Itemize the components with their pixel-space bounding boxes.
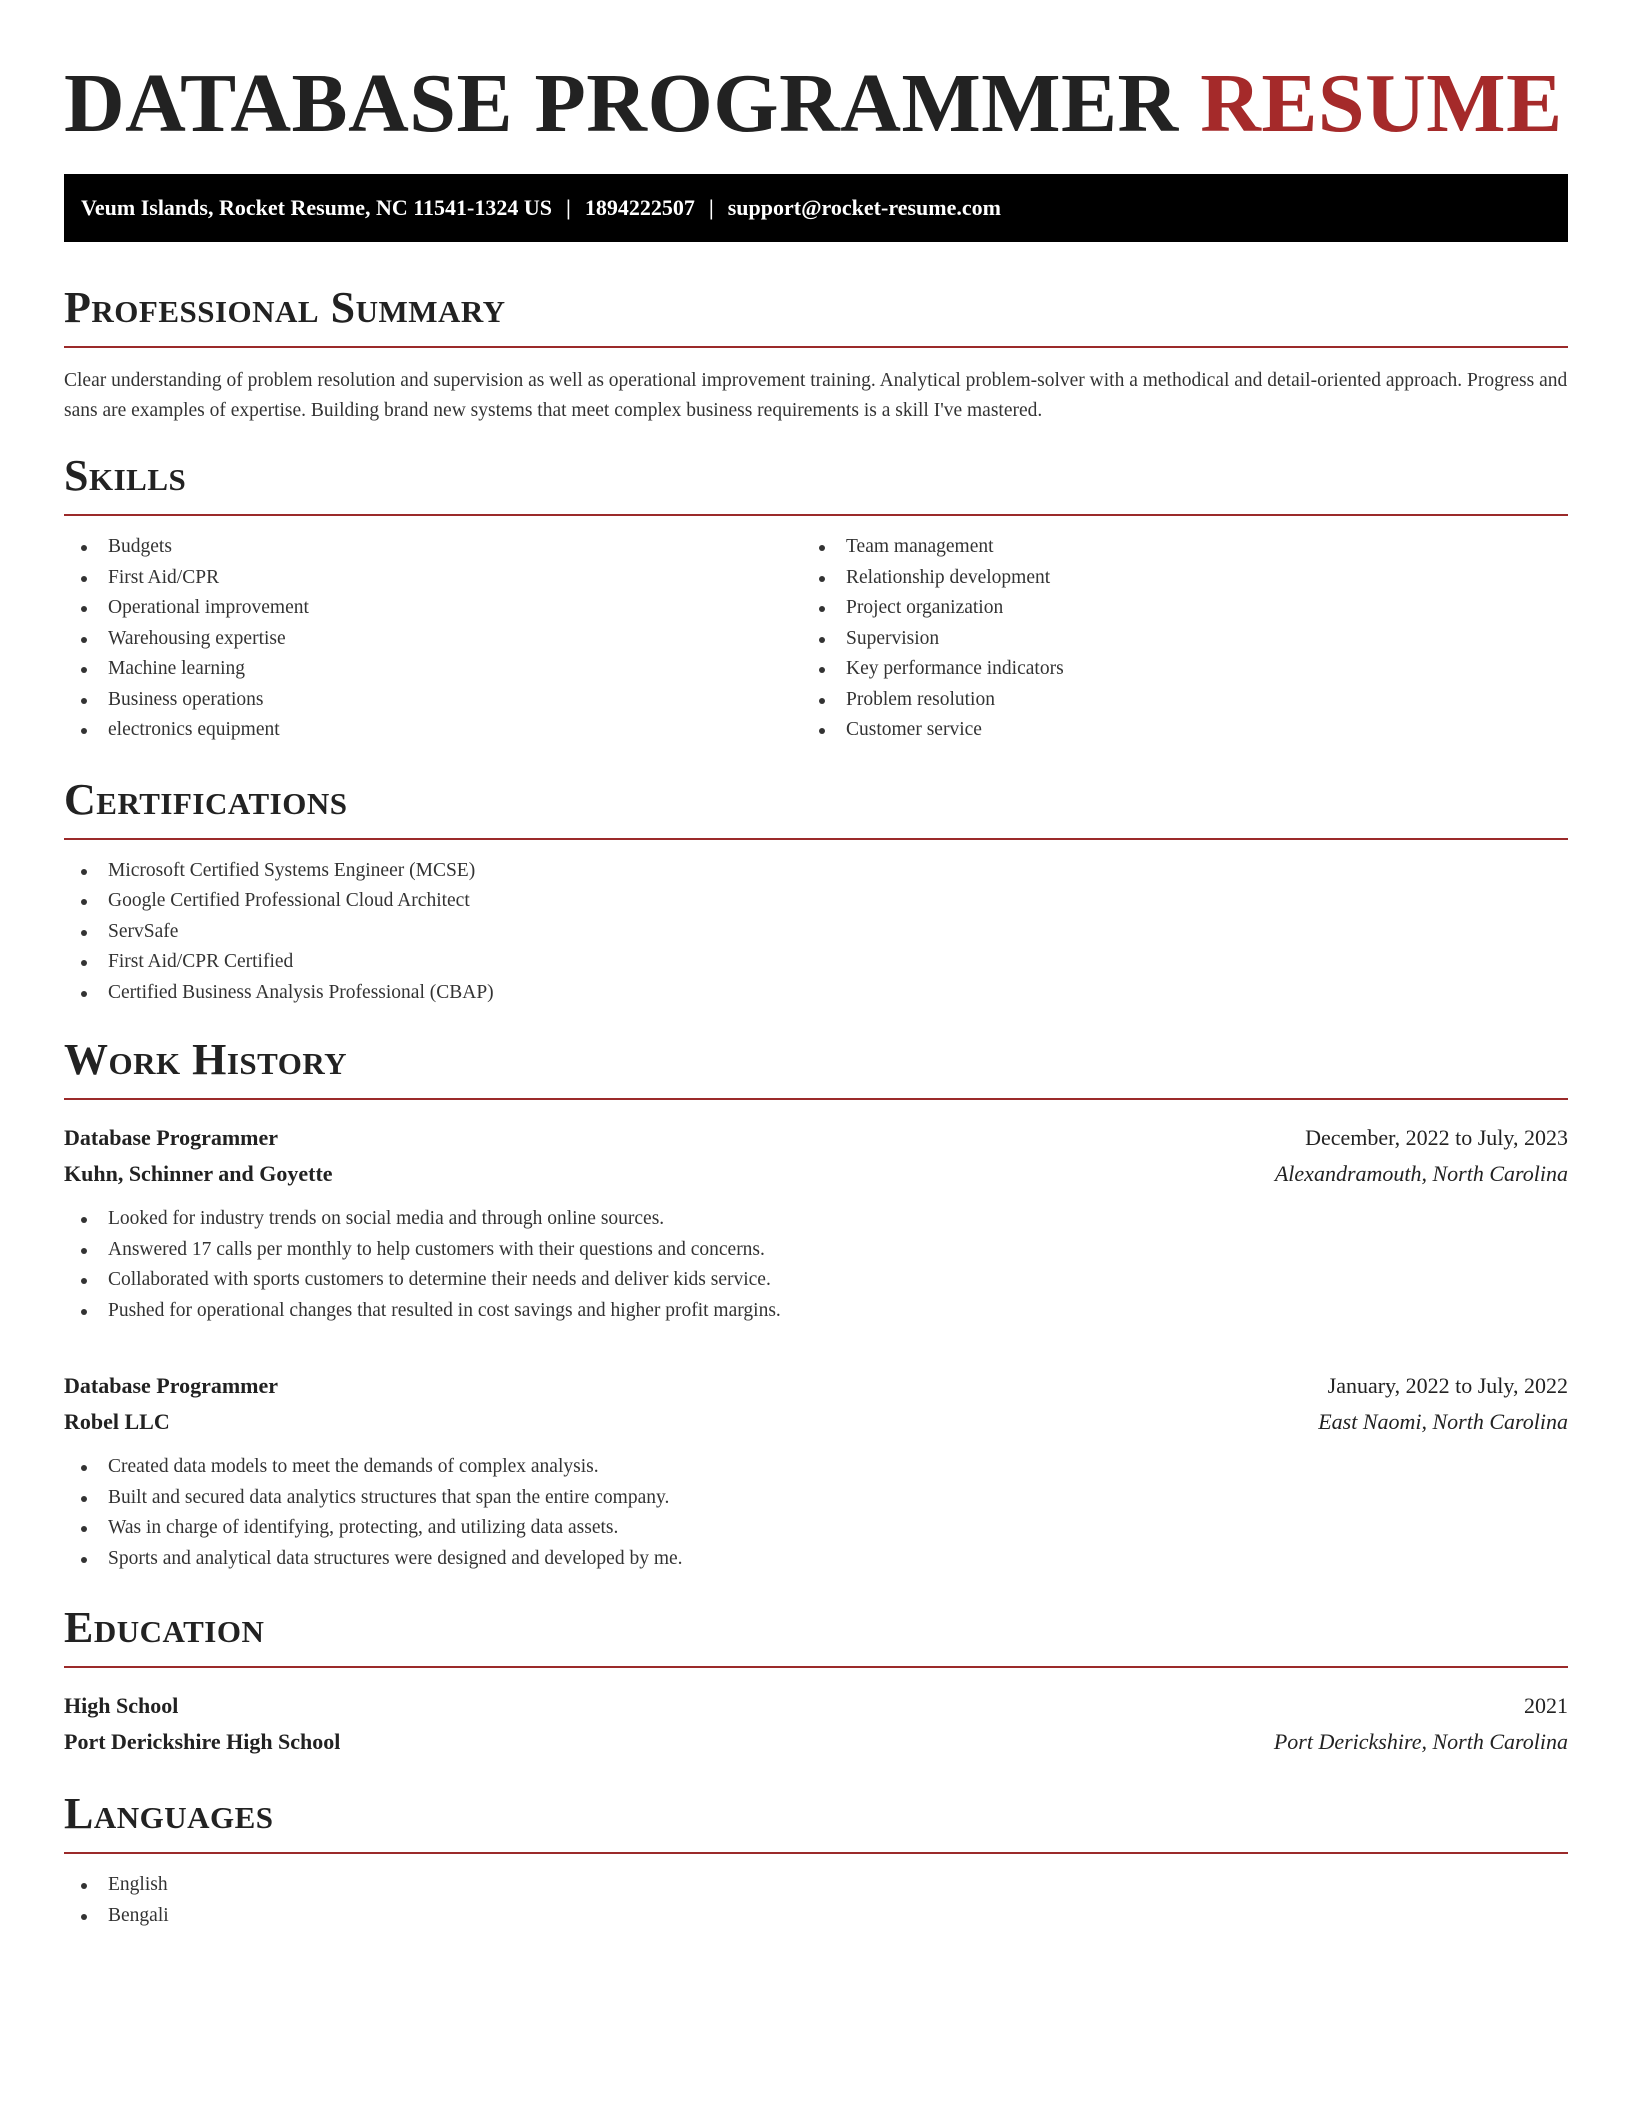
languages-list [64,1870,1568,1931]
certifications-section [64,776,1568,1009]
section-divider [64,838,1568,840]
job-duties-list [64,1452,1568,1574]
job-duty-item: Pushed for operational changes that resulted in cost savings and higher profit margins. [64,1296,1568,1327]
job-duty-item: Answered 17 calls per monthly to help customers with their questions and concerns. [64,1235,1568,1266]
job-duty-item: Created data models to meet the demands of complex analysis. [64,1452,1568,1483]
job-dates: December, 2022 to July, 2023 [1305,1125,1568,1150]
contact-email: support@rocket-resume.com [727,195,1001,220]
resume-title [64,56,1568,152]
job-title: Database Programmer [64,1373,279,1398]
section-heading-certifications: Certifications [64,774,348,824]
skills-grid [64,532,1568,746]
job-entry [64,1368,1568,1574]
skill-item: Business operations [64,685,802,716]
title-accent: RESUME [1200,57,1563,150]
skill-item: Operational improvement [64,593,802,624]
job-duty-item: Looked for industry trends on social media and through online sources. [64,1204,1568,1235]
skills-list-right [802,532,1540,746]
contact-separator: | [708,195,714,220]
skill-item: Project organization [802,593,1540,624]
job-duties-list [64,1204,1568,1326]
section-divider [64,346,1568,348]
section-heading-skills: Skills [64,451,187,500]
job-location: East Naomi, North Carolina [1318,1409,1568,1434]
education-school-row [64,1724,1568,1760]
skills-section [64,452,1568,746]
section-heading-work-history: Work History [64,1035,348,1084]
job-company-row [64,1156,1568,1192]
certifications-list [64,856,1568,1009]
education-degree-row [64,1688,1568,1724]
skill-item: Problem resolution [802,685,1540,716]
section-divider [64,1852,1568,1854]
certification-item: First Aid/CPR Certified [64,947,1568,978]
section-divider [64,1098,1568,1100]
job-duty-item: Built and secured data analytics structures that span the entire company. [64,1483,1568,1514]
certification-item: Microsoft Certified Systems Engineer (MCSE) [64,856,1568,887]
section-heading-summary: Professional Summary [64,283,506,332]
skills-list-left [64,532,802,746]
contact-bar [64,174,1568,242]
job-company-row [64,1404,1568,1440]
certification-item: ServSafe [64,917,1568,948]
contact-phone: 1894222507 [584,195,695,220]
education-location: Port Derickshire, North Carolina [1273,1729,1568,1754]
job-title-row [64,1120,1568,1156]
job-company: Robel LLC [64,1409,170,1434]
education-section [64,1604,1568,1760]
contact-address: Veum Islands, Rocket Resume, NC 11541-1324 US [81,195,552,220]
skill-item: Relationship development [802,563,1540,594]
certification-item: Certified Business Analysis Professional (CBAP) [64,978,1568,1009]
section-divider [64,1666,1568,1668]
job-title: Database Programmer [64,1125,279,1150]
job-company: Kuhn, Schinner and Goyette [64,1161,333,1186]
job-title-row [64,1368,1568,1404]
job-duty-item: Sports and analytical data structures were designed and developed by me. [64,1544,1568,1575]
skill-item: electronics equipment [64,715,802,746]
section-heading-education: Education [64,1603,265,1652]
skill-item: Machine learning [64,654,802,685]
skill-item: First Aid/CPR [64,563,802,594]
education-year: 2021 [1524,1693,1568,1718]
education-degree: High School [64,1693,179,1718]
skill-item: Budgets [64,532,802,563]
job-entry [64,1120,1568,1326]
language-item: English [64,1870,1568,1901]
skill-item: Customer service [802,715,1540,746]
job-location: Alexandramouth, North Carolina [1274,1161,1568,1186]
job-duty-item: Was in charge of identifying, protecting, and utilizing data assets. [64,1513,1568,1544]
summary-section [64,284,1568,426]
skill-item: Supervision [802,624,1540,655]
job-dates: January, 2022 to July, 2022 [1327,1373,1568,1398]
education-entry [64,1688,1568,1760]
language-item: Bengali [64,1901,1568,1932]
summary-text: Clear understanding of problem resolution and supervision as well as operational improvement training. Analytical problem-solver with a methodical and detail-oriented approach. Progress and sans are examples of expertise. Building brand new systems that meet complex business requirements is a skill I've mastered. [64,370,1568,421]
job-duty-item: Collaborated with sports customers to determine their needs and deliver kids service. [64,1265,1568,1296]
skill-item: Key performance indicators [802,654,1540,685]
skill-item: Warehousing expertise [64,624,802,655]
contact-separator: | [566,195,571,220]
section-divider [64,514,1568,516]
certification-item: Google Certified Professional Cloud Architect [64,886,1568,917]
languages-section [64,1790,1568,1931]
section-heading-languages: Languages [64,1789,274,1838]
skill-item: Team management [802,532,1540,563]
work-history-section [64,1036,1568,1574]
education-school: Port Derickshire High School [64,1729,341,1754]
title-main: DATABASE PROGRAMMER [64,57,1179,150]
